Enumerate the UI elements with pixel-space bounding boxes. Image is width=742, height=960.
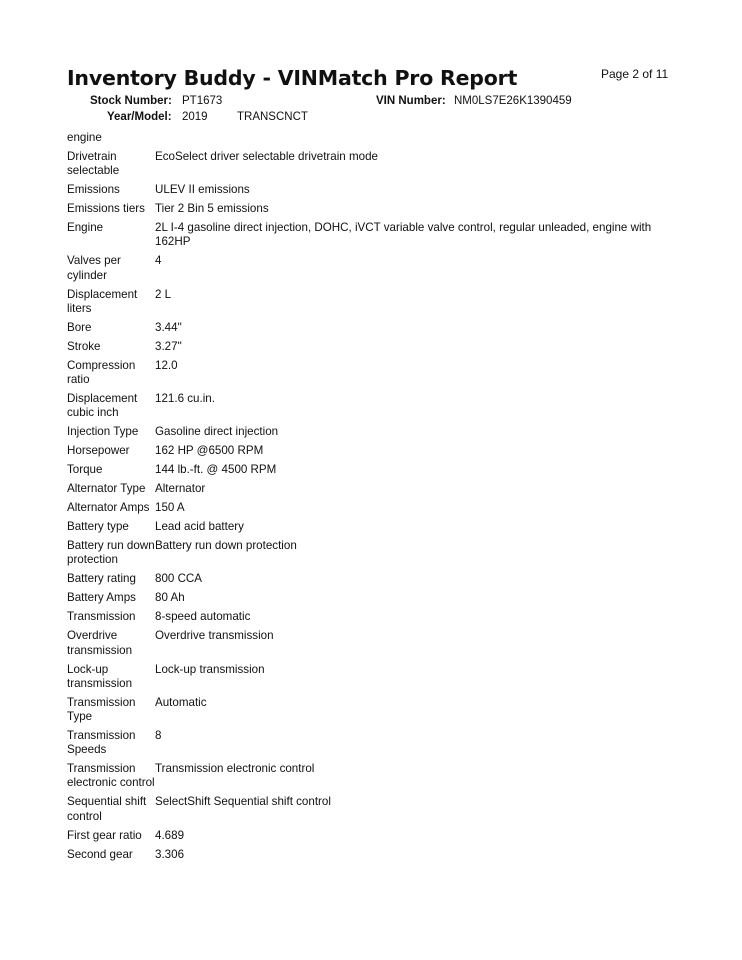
spec-label: Alternator Type bbox=[67, 482, 146, 496]
spec-row bbox=[67, 795, 687, 828]
spec-label: Transmission Type bbox=[67, 695, 136, 724]
spec-label: Battery rating bbox=[67, 572, 136, 586]
spec-label: Horsepower bbox=[67, 444, 130, 458]
spec-label: Sequential shift control bbox=[67, 795, 147, 823]
report-title: Inventory Buddy - VINMatch Pro Report bbox=[67, 66, 518, 90]
spec-label: Transmission bbox=[67, 610, 136, 624]
spec-row bbox=[67, 150, 687, 183]
year-model-label: Year/Model: bbox=[107, 111, 172, 123]
spec-row bbox=[67, 340, 687, 359]
spec-label: Lock-up transmission bbox=[67, 662, 133, 690]
spec-value: 8-speed automatic bbox=[155, 610, 251, 624]
spec-label: Compression ratio bbox=[67, 358, 136, 387]
spec-value: 3.27" bbox=[155, 339, 182, 353]
spec-row bbox=[67, 572, 687, 591]
spec-label: Overdrive transmission bbox=[67, 629, 133, 657]
spec-row bbox=[67, 288, 687, 321]
spec-value: 144 lb.-ft. @ 4500 RPM bbox=[155, 463, 277, 477]
spec-value: 3.306 bbox=[155, 847, 185, 861]
spec-value: 2 L bbox=[155, 287, 172, 301]
spec-label: Second gear bbox=[67, 847, 133, 861]
spec-row bbox=[67, 202, 687, 221]
spec-value: 80 Ah bbox=[155, 591, 185, 605]
model-value: TRANSCNCT bbox=[237, 111, 308, 123]
spec-value: 8 bbox=[155, 729, 162, 743]
spec-value: 4.689 bbox=[155, 828, 185, 842]
spec-label: Battery Amps bbox=[67, 591, 136, 605]
spec-value: 12.0 bbox=[155, 358, 178, 372]
spec-value: Transmission electronic control bbox=[155, 762, 315, 776]
spec-label: Stroke bbox=[67, 339, 101, 353]
spec-value: Lead acid battery bbox=[155, 520, 244, 534]
spec-row bbox=[67, 729, 687, 762]
spec-row bbox=[67, 520, 687, 539]
spec-label: Injection Type bbox=[67, 425, 139, 439]
spec-row bbox=[67, 359, 687, 392]
spec-value: Tier 2 Bin 5 emissions bbox=[155, 202, 269, 216]
spec-row bbox=[67, 501, 687, 520]
spec-label: Bore bbox=[67, 320, 92, 334]
stock-number-value: PT1673 bbox=[182, 95, 223, 107]
spec-value: Overdrive transmission bbox=[155, 629, 274, 643]
spec-value: 2L I-4 gasoline direct injection, DOHC, iVCT variable valve control, regular unleaded, engine with 162HP bbox=[155, 221, 652, 249]
stock-number-label: Stock Number: bbox=[90, 95, 172, 107]
spec-row bbox=[67, 392, 687, 425]
spec-label: Emissions tiers bbox=[67, 202, 145, 216]
vin-number-label: VIN Number: bbox=[376, 95, 446, 107]
spec-row bbox=[67, 591, 687, 610]
spec-row bbox=[67, 254, 687, 287]
spec-row bbox=[67, 829, 687, 848]
spec-label: Drivetrain selectable bbox=[67, 150, 120, 178]
year-value: 2019 bbox=[182, 111, 208, 123]
spec-row bbox=[67, 425, 687, 444]
spec-label: Torque bbox=[67, 463, 103, 477]
spec-row bbox=[67, 610, 687, 629]
spec-row bbox=[67, 463, 687, 482]
spec-value: SelectShift Sequential shift control bbox=[155, 795, 331, 809]
spec-row bbox=[67, 696, 687, 729]
spec-label: Displacement cubic inch bbox=[67, 392, 138, 420]
spec-label: Transmission electronic control bbox=[67, 762, 155, 790]
spec-table bbox=[67, 131, 687, 867]
vin-number-value: NM0LS7E26K1390459 bbox=[454, 95, 572, 107]
spec-value: 150 A bbox=[155, 501, 185, 515]
spec-label: Battery run down protection bbox=[67, 539, 155, 567]
spec-label: engine bbox=[67, 131, 102, 144]
spec-value: 4 bbox=[155, 254, 162, 268]
spec-label: Battery type bbox=[67, 520, 129, 534]
spec-value: 162 HP @6500 RPM bbox=[155, 444, 264, 458]
spec-value: Gasoline direct injection bbox=[155, 425, 279, 439]
spec-row bbox=[67, 221, 687, 254]
spec-value: EcoSelect driver selectable drivetrain mode bbox=[155, 150, 378, 163]
spec-value: Lock-up transmission bbox=[155, 662, 265, 676]
spec-label: Emissions bbox=[67, 183, 120, 197]
spec-value: 121.6 cu.in. bbox=[155, 392, 215, 406]
spec-value bbox=[155, 131, 687, 150]
spec-label: First gear ratio bbox=[67, 828, 142, 842]
page-number: Page 2 of 11 bbox=[601, 67, 669, 81]
spec-value: 3.44" bbox=[155, 320, 182, 334]
spec-row bbox=[67, 444, 687, 463]
spec-row bbox=[67, 183, 687, 202]
spec-row bbox=[67, 539, 687, 572]
spec-row bbox=[67, 321, 687, 340]
spec-value: Automatic bbox=[155, 695, 207, 709]
spec-row bbox=[67, 663, 687, 696]
spec-label: Engine bbox=[67, 221, 104, 235]
spec-row bbox=[67, 629, 687, 662]
spec-label: Valves per cylinder bbox=[67, 254, 121, 282]
spec-value: ULEV II emissions bbox=[155, 183, 250, 197]
spec-label: Transmission Speeds bbox=[67, 729, 136, 757]
spec-row bbox=[67, 131, 687, 150]
spec-value: 800 CCA bbox=[155, 572, 203, 586]
spec-row bbox=[67, 482, 687, 501]
spec-label: Displacement liters bbox=[67, 287, 138, 315]
spec-value: Alternator bbox=[155, 482, 206, 496]
spec-label: Alternator Amps bbox=[67, 501, 150, 515]
spec-value: Battery run down protection bbox=[155, 539, 297, 553]
spec-row bbox=[67, 762, 687, 795]
spec-row bbox=[67, 848, 687, 867]
